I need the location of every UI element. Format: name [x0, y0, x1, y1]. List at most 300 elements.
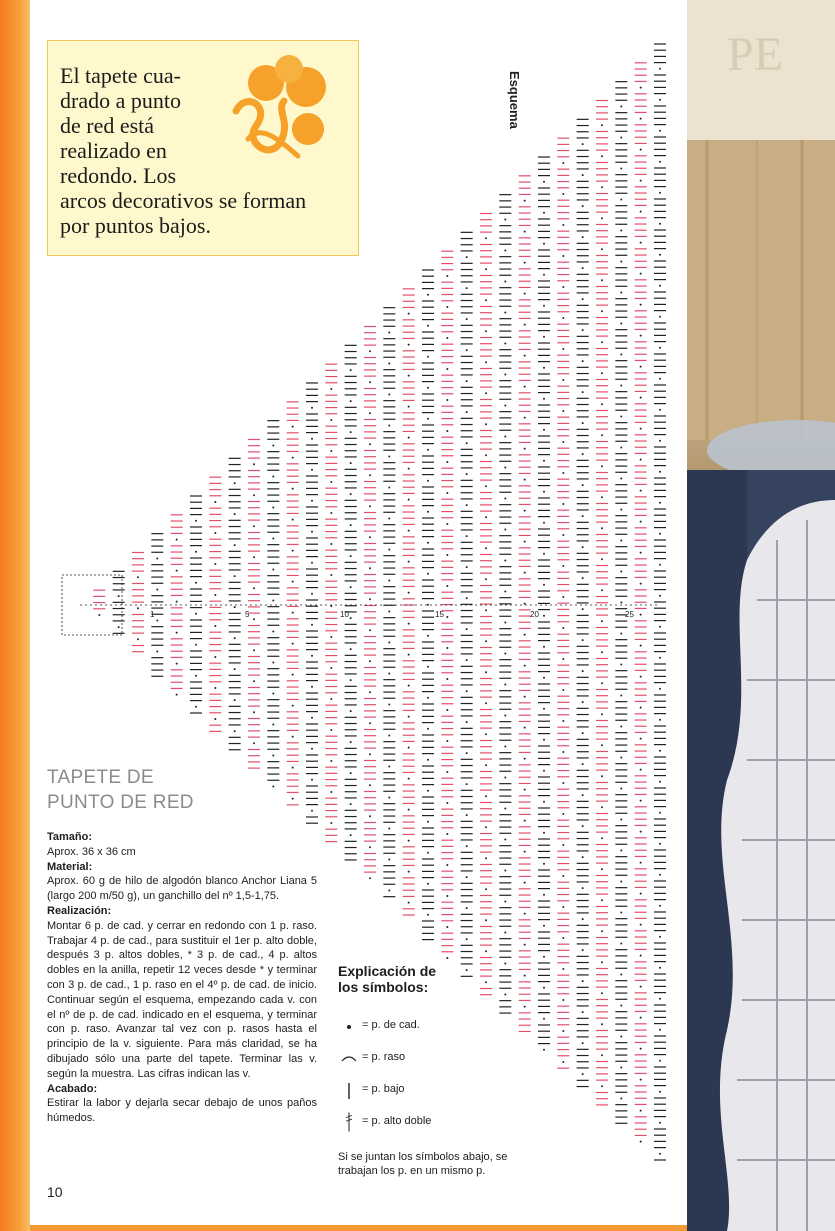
- chain-dot: [620, 632, 622, 634]
- chain-dot: [466, 256, 468, 258]
- chain-dot: [640, 583, 642, 585]
- chain-dot: [524, 572, 526, 574]
- chain-dot: [504, 838, 506, 840]
- chain-dot: [446, 461, 448, 463]
- chain-dot: [562, 906, 564, 908]
- chain-dot: [485, 950, 487, 952]
- chain-dot: [311, 500, 313, 502]
- chain-dot: [350, 617, 352, 619]
- chain-dot: [582, 1073, 584, 1075]
- chain-dot: [659, 533, 661, 535]
- chain-dot: [543, 491, 545, 493]
- chain-dot: [427, 914, 429, 916]
- row-number-label: 1: [150, 610, 155, 619]
- chain-dot: [640, 87, 642, 89]
- chain-dot: [408, 902, 410, 904]
- chain-dot: [640, 769, 642, 771]
- chain-dot: [137, 576, 139, 578]
- chain-dot: [350, 710, 352, 712]
- chain-dot: [253, 680, 255, 682]
- chain-dot: [562, 410, 564, 412]
- chain-dot: [388, 486, 390, 488]
- chain-dot: [408, 809, 410, 811]
- chain-dot: [311, 779, 313, 781]
- chain-dot: [466, 349, 468, 351]
- chain-dot: [582, 856, 584, 858]
- chain-dot: [156, 588, 158, 590]
- chain-dot: [601, 1085, 603, 1087]
- chain-dot: [292, 612, 294, 614]
- chain-dot: [543, 956, 545, 958]
- chain-dot: [176, 539, 178, 541]
- chain-dot: [620, 570, 622, 572]
- chain-dot: [504, 869, 506, 871]
- chart-row-column: [403, 289, 415, 915]
- chain-dot: [601, 1054, 603, 1056]
- chain-dot: [176, 601, 178, 603]
- chain-dot: [504, 497, 506, 499]
- chain-dot: [543, 708, 545, 710]
- chain-dot: [369, 846, 371, 848]
- chain-dot: [292, 643, 294, 645]
- chain-dot: [446, 771, 448, 773]
- chain-dot: [582, 298, 584, 300]
- chain-dot: [234, 637, 236, 639]
- svg-text:PE: PE: [727, 28, 784, 81]
- chain-dot: [253, 494, 255, 496]
- legend-item: [338, 1079, 548, 1105]
- chain-dot: [330, 543, 332, 545]
- chain-dot: [427, 325, 429, 327]
- chain-dot: [640, 645, 642, 647]
- chain-dot: [562, 1061, 564, 1063]
- chain-dot: [582, 1011, 584, 1013]
- chain-dot: [466, 504, 468, 506]
- chain-dot: [620, 818, 622, 820]
- chain-dot: [369, 536, 371, 538]
- chain-dot: [620, 880, 622, 882]
- chain-dot: [640, 1048, 642, 1050]
- legend-item-text: = p. alto doble: [362, 1115, 432, 1127]
- chain-dot: [582, 515, 584, 517]
- chain-dot: [118, 626, 120, 628]
- chain-dot: [388, 331, 390, 333]
- chain-dot: [427, 573, 429, 575]
- legend-note: Si se juntan los símbolos abajo, se trabajan los p. en un mismo p.: [338, 1151, 508, 1177]
- chain-dot: [427, 728, 429, 730]
- chain-dot: [562, 193, 564, 195]
- chart-label: Esquema: [507, 71, 522, 129]
- chain-dot: [582, 949, 584, 951]
- instructions: [47, 830, 317, 1126]
- chain-dot: [427, 449, 429, 451]
- chain-dot: [272, 506, 274, 508]
- chain-dot: [504, 528, 506, 530]
- chain-dot: [562, 503, 564, 505]
- chain-dot: [330, 822, 332, 824]
- chain-dot: [601, 403, 603, 405]
- chain-dot: [582, 391, 584, 393]
- chain-dot: [466, 876, 468, 878]
- chain-dot: [562, 658, 564, 660]
- chain-dot: [640, 893, 642, 895]
- chain-dot: [311, 407, 313, 409]
- chain-dot: [640, 1110, 642, 1112]
- chain-dot: [524, 696, 526, 698]
- chain-dot: [408, 778, 410, 780]
- chain-dot: [582, 670, 584, 672]
- chain-dot: [485, 516, 487, 518]
- chain-dot: [388, 672, 390, 674]
- chain-dot: [562, 813, 564, 815]
- intro-line: realizado en: [60, 138, 167, 163]
- chain-dot: [582, 980, 584, 982]
- chain-dot: [292, 798, 294, 800]
- chain-dot: [659, 99, 661, 101]
- chain-dot: [466, 411, 468, 413]
- double-treble-icon: [338, 1111, 360, 1133]
- chain-dot: [601, 527, 603, 529]
- chain-dot: [466, 287, 468, 289]
- chain-dot: [524, 851, 526, 853]
- chain-dot: [330, 512, 332, 514]
- chain-dot: [446, 585, 448, 587]
- chain-dot: [350, 834, 352, 836]
- chain-dot: [466, 473, 468, 475]
- chain-dot: [601, 744, 603, 746]
- chain-dot: [350, 400, 352, 402]
- chain-dot: [427, 666, 429, 668]
- chain-dot: [369, 443, 371, 445]
- chain-dot: [388, 610, 390, 612]
- chain-dot: [582, 639, 584, 641]
- chain-dot: [408, 685, 410, 687]
- chain-dot: [659, 254, 661, 256]
- chain-dot: [504, 900, 506, 902]
- chain-dot: [562, 224, 564, 226]
- chain-dot: [118, 595, 120, 597]
- chart-row-column: [519, 176, 531, 1032]
- chain-dot: [272, 692, 274, 694]
- chain-dot: [562, 937, 564, 939]
- chain-dot: [253, 556, 255, 558]
- chain-dot: [659, 1153, 661, 1155]
- chain-dot: [543, 553, 545, 555]
- chain-dot: [543, 181, 545, 183]
- chain-dot: [620, 508, 622, 510]
- chain-dot: [137, 607, 139, 609]
- chain-dot: [408, 499, 410, 501]
- chain-dot: [524, 541, 526, 543]
- chain-dot: [659, 378, 661, 380]
- chain-dot: [524, 727, 526, 729]
- chain-dot: [446, 430, 448, 432]
- chain-dot: [620, 415, 622, 417]
- chain-dot: [253, 711, 255, 713]
- chain-dot: [388, 703, 390, 705]
- chart-row-column: [557, 138, 569, 1068]
- chain-dot: [214, 532, 216, 534]
- chain-dot: [601, 775, 603, 777]
- chain-dot: [446, 492, 448, 494]
- chain-dot: [562, 751, 564, 753]
- chain-dot: [350, 772, 352, 774]
- chain-dot: [659, 1091, 661, 1093]
- chain-dot: [234, 606, 236, 608]
- chain-dot: [427, 511, 429, 513]
- chain-dot: [388, 765, 390, 767]
- chain-dot: [408, 871, 410, 873]
- chain-dot: [330, 729, 332, 731]
- chain-dot: [640, 211, 642, 213]
- chain-dot: [446, 926, 448, 928]
- chain-dot: [524, 417, 526, 419]
- chain-dot: [446, 709, 448, 711]
- chain-dot: [311, 748, 313, 750]
- chain-dot: [562, 627, 564, 629]
- chain-dot: [369, 629, 371, 631]
- chain-dot: [601, 155, 603, 157]
- chain-dot: [485, 330, 487, 332]
- legend-item-text: = p. bajo: [362, 1083, 405, 1095]
- chain-dot: [234, 513, 236, 515]
- chain-dot: [582, 918, 584, 920]
- chain-dot: [620, 260, 622, 262]
- chain-dot: [620, 229, 622, 231]
- legend-item-text: = p. de cad.: [362, 1019, 420, 1031]
- chain-dot: [388, 393, 390, 395]
- chain-dot: [485, 578, 487, 580]
- chain-dot: [659, 998, 661, 1000]
- material-text: Aprox. 60 g de hilo de algodón blanco Anchor Liana 5 (largo 200 m/50 g), un ganchillo del nº 1,5-1,75.: [47, 875, 317, 903]
- chain-dot: [582, 205, 584, 207]
- chain-dot: [311, 717, 313, 719]
- chain-dot: [427, 356, 429, 358]
- chain-dot: [504, 342, 506, 344]
- chain-dot: [272, 599, 274, 601]
- chain-dot: [524, 665, 526, 667]
- chain-dot: [311, 655, 313, 657]
- chain-dot: [582, 546, 584, 548]
- chart-row-column: [325, 364, 337, 841]
- page-number: 10: [47, 1184, 63, 1200]
- chain-dot: [485, 547, 487, 549]
- realization-text: Montar 6 p. de cad. y cerrar en redondo con 1 p. raso. Trabajar 4 p. de cad., para sustituir el 1er p. alto doble, después 3 p. altos dobles, * 3 p. de cad., 4 p. altos dobles en la anilla, repetir 12 veces desde * y terminar con 3 p. de cad., 1 p. raso en el 4º p. de cad. de inicio. Continuar según el esquema, empezando cada v. con el nº de p. de cad. indicado en el esquema, y terminar con p. raso. Avanzar tal vez con p. rasos hasta el principio de la v. siguiente. Para más claridad, se ha dibujado sólo una parte del tapete. Terminar las v. según la muestra. Las cifras indican las v.: [47, 919, 317, 1080]
- chain-dot: [446, 802, 448, 804]
- chain-dot: [485, 919, 487, 921]
- chain-dot: [543, 770, 545, 772]
- chain-dot: [562, 720, 564, 722]
- photo-doily-on-table: [687, 0, 835, 1231]
- chain-dot: [466, 938, 468, 940]
- chain-dot: [620, 384, 622, 386]
- chain-dot: [176, 663, 178, 665]
- chain-dot: [640, 614, 642, 616]
- chain-dot: [369, 350, 371, 352]
- chain-dot: [640, 738, 642, 740]
- bottom-border: [30, 1225, 687, 1231]
- chain-dot: [408, 437, 410, 439]
- chart-row-column: [113, 571, 125, 633]
- chain-dot: [601, 961, 603, 963]
- chain-dot: [485, 764, 487, 766]
- chain-dot: [234, 668, 236, 670]
- chain-dot: [427, 697, 429, 699]
- chain-dot: [582, 267, 584, 269]
- chain-dot: [640, 707, 642, 709]
- chain-dot: [504, 683, 506, 685]
- chain-dot: [601, 930, 603, 932]
- chain-dot: [485, 857, 487, 859]
- chain-dot: [640, 304, 642, 306]
- chain-dot: [640, 459, 642, 461]
- chain-dot: [524, 386, 526, 388]
- chain-dot: [408, 561, 410, 563]
- chain-dot: [408, 716, 410, 718]
- chain-dot: [350, 648, 352, 650]
- chain-dot: [408, 406, 410, 408]
- chain-dot: [466, 845, 468, 847]
- chain-dot: [543, 429, 545, 431]
- chart-row-column: [267, 421, 279, 788]
- chain-dot: [369, 815, 371, 817]
- chain-dot: [524, 820, 526, 822]
- chain-dot: [601, 496, 603, 498]
- intro-line: por puntos bajos.: [60, 213, 211, 238]
- chain-dot: [485, 299, 487, 301]
- chain-dot: [214, 687, 216, 689]
- chain-dot: [504, 714, 506, 716]
- chain-dot: [543, 584, 545, 586]
- chain-dot: [504, 373, 506, 375]
- chart-row-column: [306, 383, 318, 823]
- chain-dot: [350, 555, 352, 557]
- chain-dot: [350, 803, 352, 805]
- chain-dot: [543, 615, 545, 617]
- chain-dot: [562, 565, 564, 567]
- chain-dot: [466, 783, 468, 785]
- chain-dot: [195, 520, 197, 522]
- chain-dot: [640, 118, 642, 120]
- chain-dot: [524, 324, 526, 326]
- chain-dot: [601, 651, 603, 653]
- chain-dot: [292, 550, 294, 552]
- chain-dot: [601, 1023, 603, 1025]
- chain-dot: [350, 493, 352, 495]
- legend-item: [338, 1047, 548, 1073]
- chain-dot: [659, 874, 661, 876]
- chain-dot: [659, 68, 661, 70]
- chain-dot: [292, 457, 294, 459]
- chain-dot: [350, 369, 352, 371]
- chain-dot: [620, 942, 622, 944]
- chain-dot: [562, 875, 564, 877]
- chain-dot: [582, 794, 584, 796]
- chain-dot: [640, 521, 642, 523]
- chain-dot: [620, 694, 622, 696]
- chain-dot: [640, 490, 642, 492]
- chain-dot: [524, 603, 526, 605]
- chain-dot: [640, 831, 642, 833]
- chain-dot: [466, 442, 468, 444]
- chain-dot: [601, 372, 603, 374]
- chain-dot: [620, 198, 622, 200]
- chain-dot: [195, 706, 197, 708]
- chain-dot: [601, 713, 603, 715]
- chain-dot: [504, 435, 506, 437]
- chain-dot: [350, 524, 352, 526]
- chain-dot: [543, 243, 545, 245]
- chain-dot: [659, 719, 661, 721]
- chain-dot: [659, 440, 661, 442]
- chain-dot: [582, 825, 584, 827]
- chain-dot: [292, 426, 294, 428]
- chain-dot: [524, 758, 526, 760]
- chain-dot: [620, 911, 622, 913]
- chain-dot: [485, 795, 487, 797]
- chain-dot: [408, 840, 410, 842]
- chain-dot: [582, 608, 584, 610]
- chain-dot: [524, 355, 526, 357]
- chain-dot: [562, 999, 564, 1001]
- chain-dot: [292, 581, 294, 583]
- chain-dot: [620, 663, 622, 665]
- chain-dot: [504, 745, 506, 747]
- chain-dot: [272, 785, 274, 787]
- chain-dot: [350, 431, 352, 433]
- chain-dot: [582, 577, 584, 579]
- chain-dot: [524, 789, 526, 791]
- chain-dot: [504, 931, 506, 933]
- finishing-text: Estirar la labor y dejarla secar debajo de unos paños húmedos.: [47, 1097, 317, 1125]
- chain-dot: [640, 149, 642, 151]
- chain-dot: [543, 925, 545, 927]
- chain-dot: [311, 810, 313, 812]
- chain-dot: [543, 677, 545, 679]
- chain-dot: [562, 968, 564, 970]
- chain-dot: [466, 814, 468, 816]
- chain-dot: [427, 759, 429, 761]
- chain-dot: [446, 523, 448, 525]
- chart-row-column: [345, 345, 357, 860]
- chart-row-column: [383, 308, 395, 897]
- chain-dot: [408, 375, 410, 377]
- chain-dot: [543, 863, 545, 865]
- chain-dot: [253, 525, 255, 527]
- chain-dot: [485, 640, 487, 642]
- chain-dot: [620, 1035, 622, 1037]
- chain-dot: [272, 444, 274, 446]
- chain-dot: [504, 466, 506, 468]
- chain-dot: [659, 564, 661, 566]
- chain-dot: [311, 624, 313, 626]
- chart-row-column: [190, 496, 202, 713]
- chain-dot: [524, 634, 526, 636]
- chain-dot: [640, 955, 642, 957]
- chain-dot: [446, 957, 448, 959]
- chain-dot: [369, 567, 371, 569]
- chart-row-column: [499, 195, 511, 1013]
- chain-dot: [408, 468, 410, 470]
- chart-row-column: [93, 590, 105, 616]
- chain-dot: [640, 552, 642, 554]
- chart-row-column: [480, 214, 492, 995]
- chain-dot: [485, 237, 487, 239]
- chain-dot: [234, 544, 236, 546]
- chain-dot: [408, 623, 410, 625]
- chain-dot: [214, 501, 216, 503]
- chain-dot: [369, 784, 371, 786]
